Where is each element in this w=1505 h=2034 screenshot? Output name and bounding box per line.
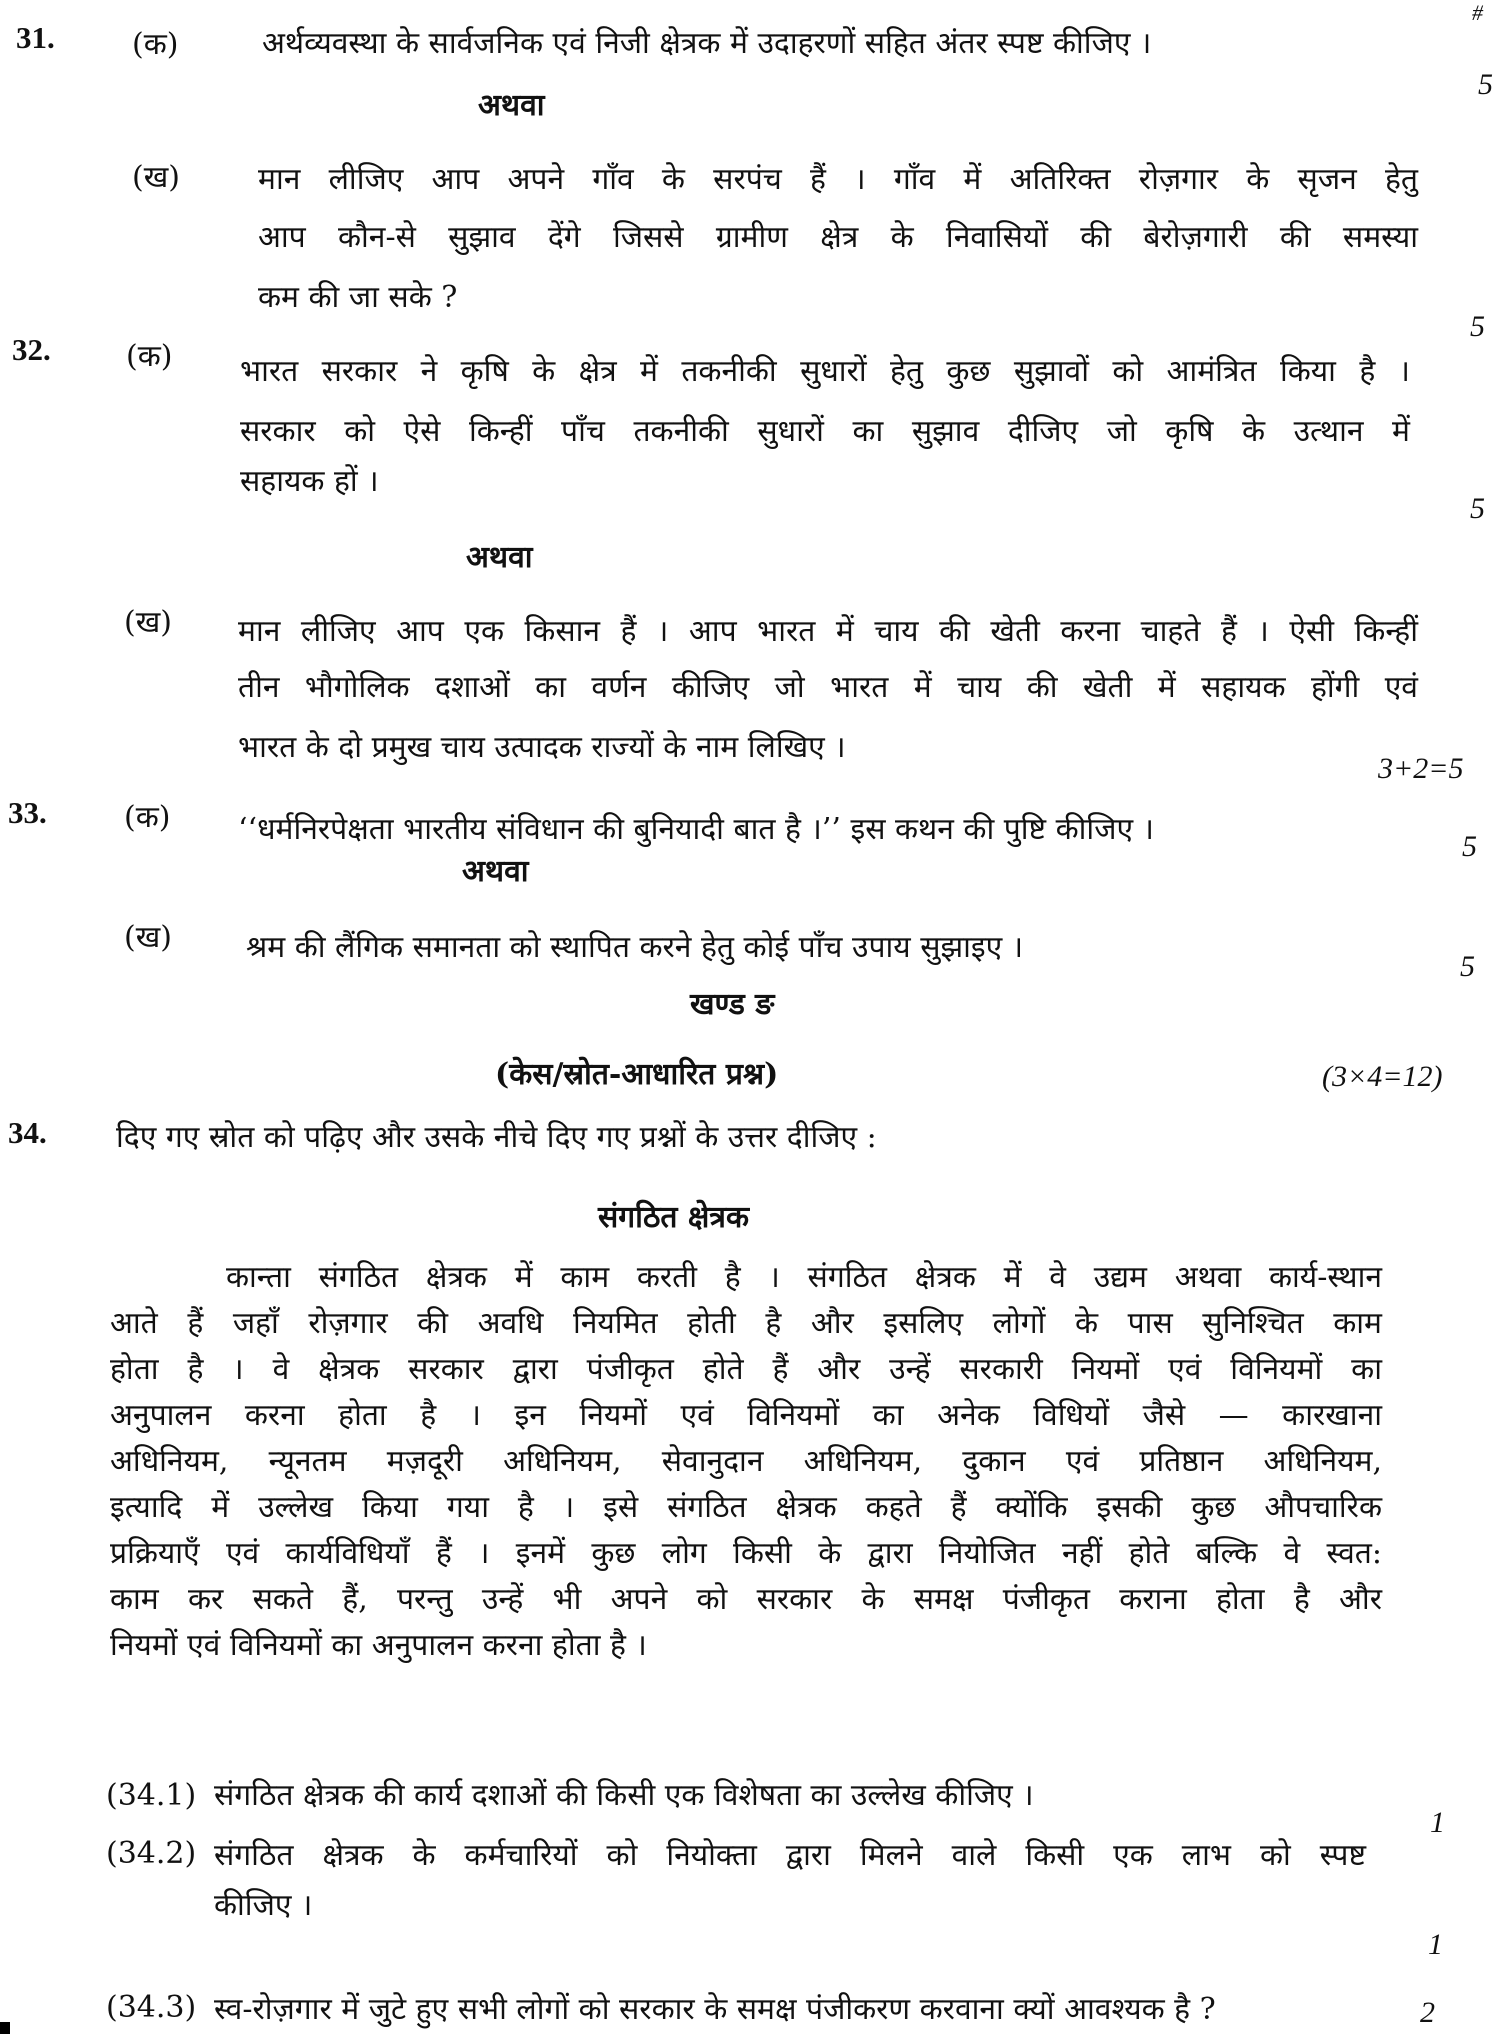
option-label-b: (ख) [124,920,172,955]
section-subtitle: (केस/स्रोत-आधारित प्रश्न) [495,1057,779,1092]
question-31b-line: आप कौन-से सुझाव देंगे जिससे ग्रामीण क्षेत्र के निवासियों की बेरोज़गारी की समस्या [258,220,1418,255]
marks: 3+2=5 [1378,752,1464,785]
or-divider: अथवा [478,88,545,123]
question-33b-text: श्रम की लैंगिक समानता को स्थापित करने हेतु कोई पाँच उपाय सुझाइए । [246,930,1024,965]
option-label-a: (क) [126,339,173,374]
question-number-31: 31. [16,20,55,55]
option-label-b: (ख) [132,160,180,195]
passage-line: इत्यादि में उल्लेख किया गया है । इसे संगठित क्षेत्रक कहते हैं क्योंकि इसकी कुछ औपचारिक [110,1490,1382,1525]
passage-title: संगठित क्षेत्रक [598,1200,750,1235]
passage-line: नियमों एवं विनियमों का अनुपालन करना होता है । [110,1628,647,1663]
option-label-b: (ख) [124,605,172,640]
marks: 2 [1420,1996,1435,2029]
question-32a-line: सरकार को ऐसे किन्हीं पाँच तकनीकी सुधारों का सुझाव दीजिए जो कृषि के उत्थान में [240,414,1410,449]
marks: 1 [1428,1928,1443,1961]
sub-question-label: (34.3) [106,1990,197,2025]
sub-question-text: स्व-रोज़गार में जुटे हुए सभी लोगों को सरकार के समक्ष पंजीकरण करवाना क्यों आवश्यक है ? [214,1992,1216,2027]
question-31b-line: मान लीजिए आप अपने गाँव के सरपंच हैं । गाँव में अतिरिक्त रोज़गार के सृजन हेतु [258,162,1418,197]
question-31b-line: कम की जा सके ? [258,280,458,315]
question-32a-line: भारत सरकार ने कृषि के क्षेत्र में तकनीकी सुधारों हेतु कुछ सुझावों को आमंत्रित किया है । [240,354,1410,389]
sub-question-label: (34.1) [106,1778,197,1813]
marks: 5 [1470,310,1485,343]
sub-question-text: संगठित क्षेत्रक के कर्मचारियों को नियोक्ता द्वारा मिलने वाले किसी एक लाभ को स्पष्ट [214,1838,1366,1873]
question-32b-line: मान लीजिए आप एक किसान हैं । आप भारत में चाय की खेती करना चाहते हैं । ऐसी किन्हीं [238,614,1418,649]
marks: 1 [1430,1806,1445,1839]
passage-line: अनुपालन करना होता है । इन नियमों एवं विनियमों का अनेक विधियों जैसे — कारखाना [110,1398,1382,1433]
corner-mark: # [1472,0,1483,25]
or-divider: अथवा [462,854,529,889]
marks: 5 [1478,68,1493,101]
marks: 5 [1462,830,1477,863]
option-label-a: (क) [132,27,179,62]
marks: 5 [1470,492,1485,525]
question-32a-line: सहायक हों । [240,464,379,499]
question-32b-line: भारत के दो प्रमुख चाय उत्पादक राज्यों के नाम लिखिए । [238,730,846,765]
question-number-32: 32. [12,332,51,367]
passage-line: अधिनियम, न्यूनतम मज़दूरी अधिनियम, सेवानुदान अधिनियम, दुकान एवं प्रतिष्ठान अधिनियम, [110,1444,1382,1479]
question-31a-text: अर्थव्यवस्था के सार्वजनिक एवं निजी क्षेत्रक में उदाहरणों सहित अंतर स्पष्ट कीजिए । [262,26,1152,61]
passage-line: कान्ता संगठित क्षेत्रक में काम करती है । संगठित क्षेत्रक में वे उद्यम अथवा कार्य-स्थान [226,1260,1382,1295]
option-label-a: (क) [124,800,171,835]
question-33a-text: ‘‘धर्मनिरपेक्षता भारतीय संविधान की बुनियादी बात है ।’’ इस कथन की पुष्टि कीजिए । [238,812,1154,847]
sub-question-text: संगठित क्षेत्रक की कार्य दशाओं की किसी एक विशेषता का उल्लेख कीजिए । [214,1778,1034,1813]
passage-line: होता है । वे क्षेत्रक सरकार द्वारा पंजीकृत होते हैं और उन्हें सरकारी नियमों एवं विनियमों का [110,1352,1382,1387]
question-32b-line: तीन भौगोलिक दशाओं का वर्णन कीजिए जो भारत में चाय की खेती में सहायक होंगी एवं [238,670,1418,705]
question-number-33: 33. [8,795,47,830]
passage-line: प्रक्रियाएँ एवं कार्यविधियाँ हैं । इनमें कुछ लोग किसी के द्वारा नियोजित नहीं होते बल्कि वे स्वत: [110,1536,1382,1571]
passage-line: काम कर सकते हैं, परन्तु उन्हें भी अपने को सरकार के समक्ष पंजीकृत कराना होता है और [110,1582,1382,1617]
section-marks: (3×4=12) [1322,1060,1443,1093]
marks: 5 [1460,950,1475,983]
sub-question-text: कीजिए । [214,1888,313,1923]
page-corner-marker [0,2022,10,2034]
question-number-34: 34. [8,1115,47,1150]
or-divider: अथवा [466,540,533,575]
question-34-instruction: दिए गए स्रोत को पढ़िए और उसके नीचे दिए गए प्रश्नों के उत्तर दीजिए : [116,1120,877,1155]
section-title: खण्ड ङ [690,987,775,1022]
sub-question-label: (34.2) [106,1836,197,1871]
passage-line: आते हैं जहाँ रोज़गार की अवधि नियमित होती है और इसलिए लोगों के पास सुनिश्चित काम [110,1306,1382,1341]
